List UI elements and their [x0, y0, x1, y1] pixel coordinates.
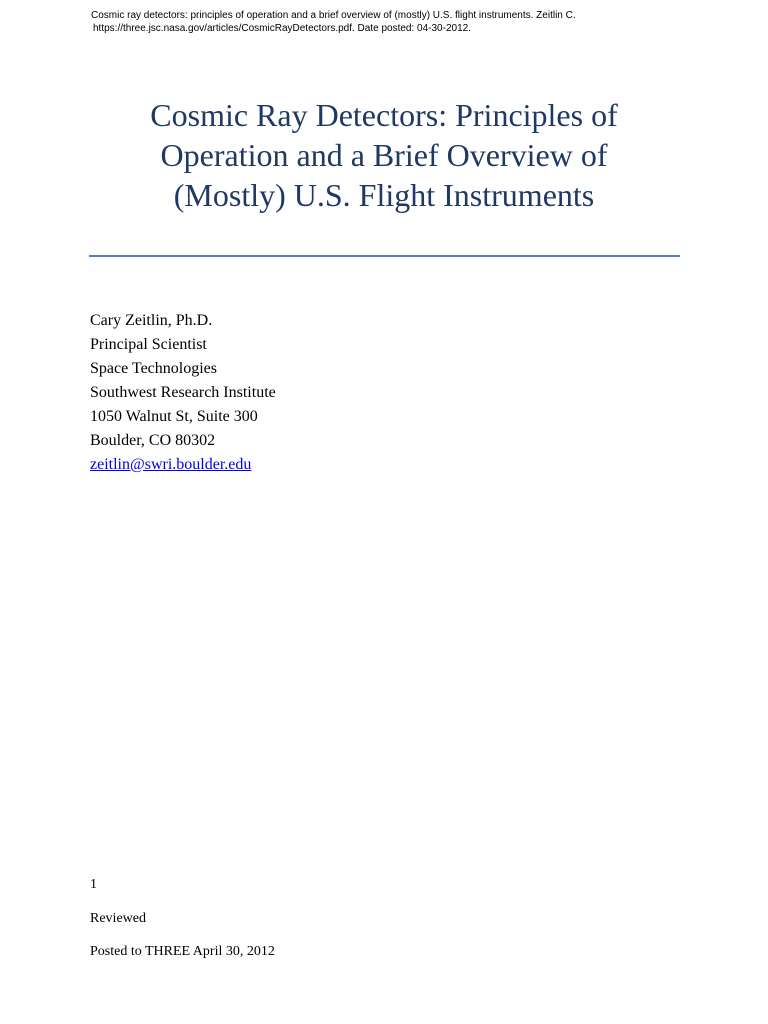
citation-line-1: Cosmic ray detectors: principles of operation and a brief overview of (mostly) U.S. flight instruments. Zeitlin C. — [91, 10, 576, 21]
reviewed-label: Reviewed — [90, 911, 146, 926]
author-block — [90, 309, 276, 477]
page-number: 1 — [90, 877, 97, 892]
author-name: Cary Zeitlin, Ph.D. — [90, 312, 213, 329]
author-city: Boulder, CO 80302 — [90, 432, 216, 449]
citation-line-2: https://three.jsc.nasa.gov/articles/CosmicRayDetectors.pdf. Date posted: 04-30-2012. — [93, 23, 471, 34]
author-department: Space Technologies — [90, 360, 217, 377]
author-email-link[interactable]: zeitlin@swri.boulder.edu — [90, 456, 252, 473]
author-institution: Southwest Research Institute — [90, 384, 276, 401]
author-street: 1050 Walnut St, Suite 300 — [90, 408, 258, 425]
author-position: Principal Scientist — [90, 336, 207, 353]
title-line-1: Cosmic Ray Detectors: Principles of — [150, 97, 618, 133]
title-divider — [89, 255, 680, 257]
citation-header — [91, 9, 731, 35]
document-title — [89, 95, 679, 215]
posted-date: Posted to THREE April 30, 2012 — [90, 944, 275, 959]
title-line-2: Operation and a Brief Overview of — [160, 137, 608, 173]
title-line-3: (Mostly) U.S. Flight Instruments — [173, 177, 595, 213]
